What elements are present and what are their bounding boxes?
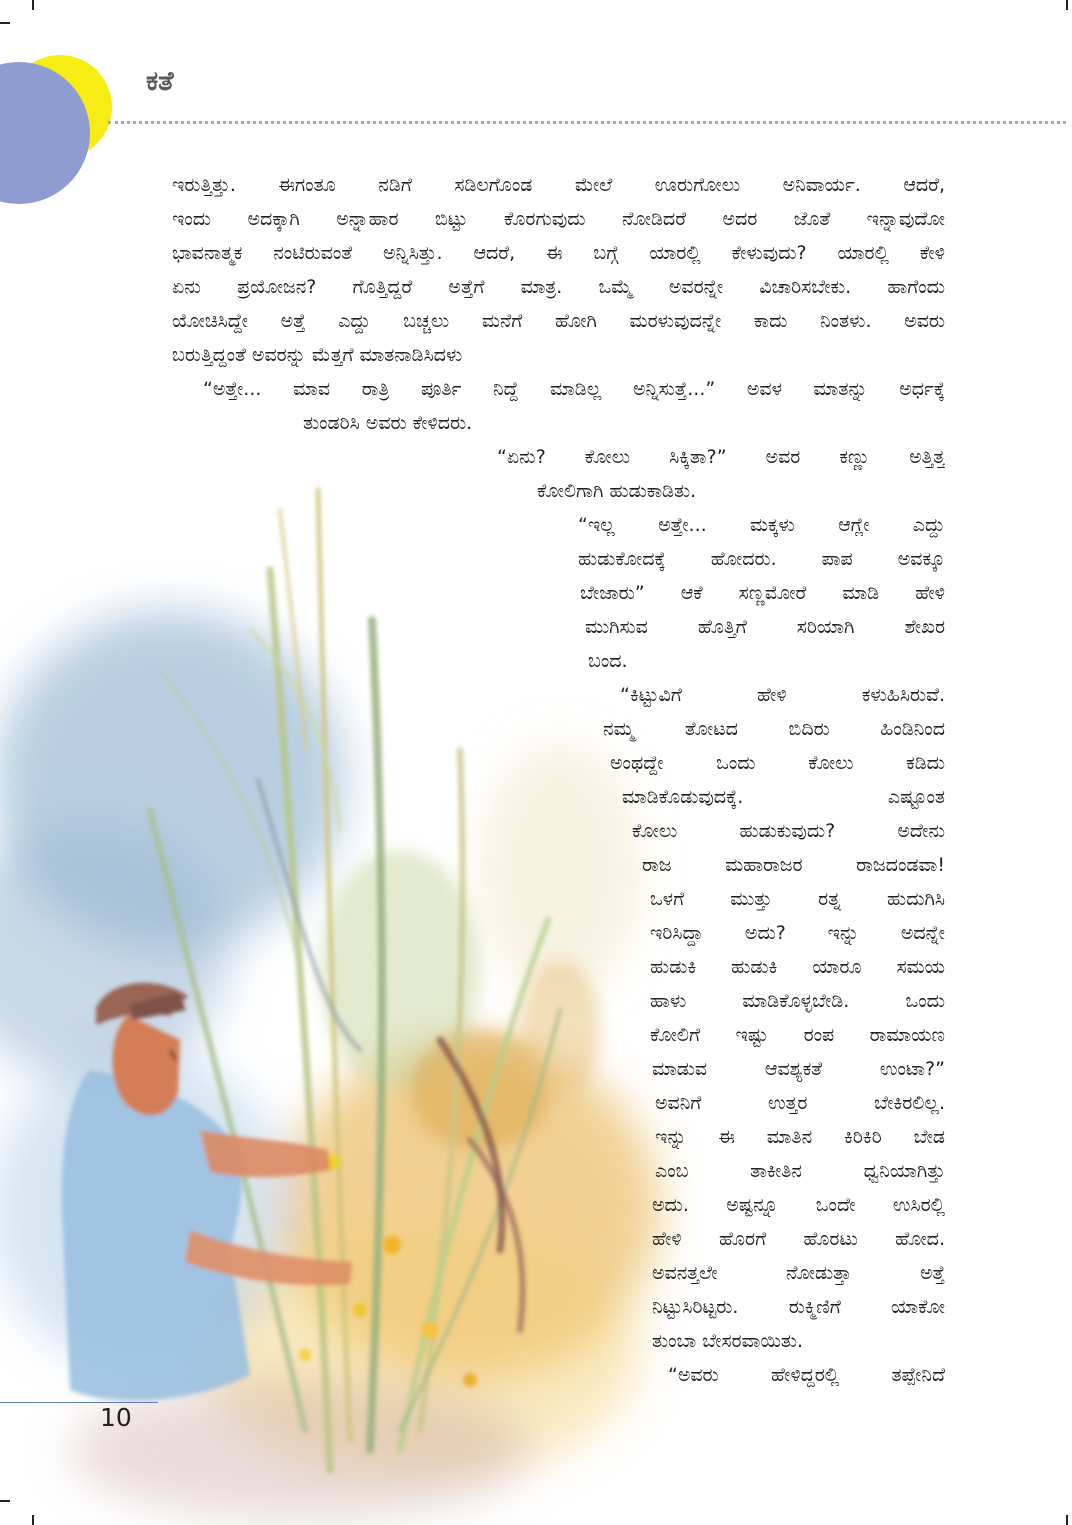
- story-line: ಬರುತ್ತಿದ್ದಂತೆ ಅವರನ್ನು ಮೆತ್ತಗೆ ಮಾತನಾಡಿಸಿದಳು: [172, 344, 463, 366]
- story-line: ಮಾಡಿಕೊಡುವುದಕ್ಕೆ. ಎಷ್ಟೂಂತ: [622, 786, 945, 808]
- story-line: ಹುಡುಕೋದಕ್ಕೆ ಹೋದರು. ಪಾಪ ಅವಕ್ಕೂ: [578, 548, 945, 570]
- story-line: ಭಾವನಾತ್ಮಕ ನಂಟಿರುವಂತೆ ಅನ್ನಿಸಿತ್ತು. ಆದರೆ, ಈ ಬಗ್ಗೆ ಯಾರಲ್ಲಿ ಕೇಳುವುದು? ಯಾರಲ್ಲಿ ಕೇಳಿ: [172, 242, 945, 264]
- story-line: “ಅತ್ತೇ... ಮಾವ ರಾತ್ರಿ ಪೂರ್ತಿ ನಿದ್ದೆ ಮಾಡಿಲ್ಲ ಅನ್ನಿಸುತ್ತೆ...” ಅವಳ ಮಾತನ್ನು ಅರ್ಧಕ್ಕೆ: [203, 378, 945, 400]
- page-number: 10: [100, 1403, 132, 1432]
- story-line: ಕೋಲಿಗೆ ಇಷ್ಟು ರಂಪ ರಾಮಾಯಣ: [650, 1024, 945, 1046]
- story-line: ಮುಗಿಸುವ ಹೊತ್ತಿಗೆ ಸರಿಯಾಗಿ ಶೇಖರ: [585, 616, 945, 638]
- story-line: “ಏನು? ಕೋಲು ಸಿಕ್ಕಿತಾ?” ಅವರ ಕಣ್ಣು ಅತ್ತಿತ್ತ: [497, 446, 945, 468]
- story-line: ಇರಿಸಿದ್ದಾ ಅದು? ಇನ್ನು ಅದನ್ನೇ: [650, 922, 945, 944]
- story-line: ಅಂಥದ್ದೇ ಒಂದು ಕೋಲು ಕಡಿದು: [610, 752, 945, 774]
- story-line: “ಅವರು ಹೇಳಿದ್ದರಲ್ಲಿ ತಪ್ಪೇನಿದೆ: [668, 1364, 945, 1386]
- story-line: ಬಂದ.: [588, 650, 628, 672]
- crop-mark: [1066, 1515, 1068, 1525]
- story-line: ಇಂದು ಅದಕ್ಕಾಗಿ ಅನ್ನಾಹಾರ ಬಿಟ್ಟು ಕೊರಗುವುದು ನೋಡಿದರೆ ಅದರ ಜೊತೆ ಇನ್ನಾವುದೋ: [172, 208, 945, 230]
- story-line: ಕೋಲು ಹುಡುಕುವುದು? ಅದೇನು: [632, 820, 945, 842]
- crop-mark: [32, 0, 34, 10]
- story-line: ಹೇಳಿ ಹೊರಗೆ ಹೊರಟು ಹೋದ.: [652, 1228, 945, 1250]
- header-dotted-rule: [108, 121, 1066, 124]
- story-line: ಇರುತ್ತಿತ್ತು. ಈಗಂತೂ ನಡಿಗೆ ಸಡಿಲಗೊಂಡ ಮೇಲೆ ಊರುಗೋಲು ಅನಿವಾರ್ಯ. ಆದರೆ,: [172, 174, 945, 196]
- crop-mark: [1066, 0, 1068, 10]
- footer-rule: [0, 1402, 158, 1403]
- story-line: ಒಳಗೆ ಮುತ್ತು ರತ್ನ ಹುದುಗಿಸಿ: [650, 888, 945, 910]
- story-line: ಏನು ಪ್ರಯೋಜನ? ಗೊತ್ತಿದ್ದರೆ ಅತ್ತೆಗೆ ಮಾತ್ರ. ಒಮ್ಮೆ ಅವರನ್ನೇ ವಿಚಾರಿಸಬೇಕು. ಹಾಗೆಂದು: [172, 276, 945, 298]
- story-line: ಬೇಜಾರು” ಆಕೆ ಸಣ್ಣಮೋರೆ ಮಾಡಿ ಹೇಳಿ: [580, 582, 945, 604]
- story-line: ನಮ್ಮ ತೋಟದ ಬಿದಿರು ಹಿಂಡಿನಿಂದ: [603, 718, 945, 740]
- story-line: ಎಂಬ ತಾಕೀತಿನ ಧ್ವನಿಯಾಗಿತ್ತು: [655, 1160, 945, 1182]
- story-line: ಮಾಡುವ ಆವಶ್ಯಕತೆ ಉಂಟಾ?”: [652, 1058, 945, 1080]
- story-line: ಕೋಲಿಗಾಗಿ ಹುಡುಕಾಡಿತು.: [537, 480, 697, 502]
- story-line: ಅದು. ಅಷ್ಟನ್ನೂ ಒಂದೇ ಉಸಿರಲ್ಲಿ: [652, 1194, 945, 1216]
- story-line: ತುಂಡರಿಸಿ ಅವರು ಕೇಳಿದರು.: [303, 412, 473, 434]
- story-line: ಹಾಳು ಮಾಡಿಕೊಳ್ಳಬೇಡಿ. ಒಂದು: [650, 990, 945, 1012]
- story-line: ಅವನಿಗೆ ಉತ್ತರ ಬೇಕಿರಲಿಲ್ಲ.: [655, 1092, 945, 1114]
- section-title: ಕತೆ: [146, 66, 174, 97]
- story-line: ನಿಟ್ಟುಸಿರಿಟ್ಟರು. ರುಕ್ಮಿಣಿಗೆ ಯಾಕೋ: [652, 1296, 945, 1318]
- story-line: ಯೋಚಿಸಿದ್ದೇ ಅತ್ತೆ ಎದ್ದು ಬಚ್ಚಲು ಮನೆಗೆ ಹೋಗಿ ಮರಳುವುದನ್ನೇ ಕಾದು ನಿಂತಳು. ಅವರು: [172, 310, 945, 332]
- story-line: ಹುಡುಕಿ ಹುಡುಕಿ ಯಾರೂ ಸಮಯ: [650, 956, 945, 978]
- story-line: ಅವನತ್ತಲೇ ನೋಡುತ್ತಾ ಅತ್ತೆ: [652, 1262, 945, 1284]
- story-line: “ಕಿಟ್ಟುವಿಗೆ ಹೇಳಿ ಕಳುಹಿಸಿರುವೆ.: [620, 684, 945, 706]
- story-line: ತುಂಬಾ ಬೇಸರವಾಯಿತು.: [652, 1330, 804, 1352]
- story-line: “ಇಲ್ಲ ಅತ್ತೇ... ಮಕ್ಕಳು ಆಗ್ಲೇ ಎದ್ದು: [578, 514, 945, 536]
- story-line: ಇನ್ನು ಈ ಮಾತಿನ ಕಿರಿಕಿರಿ ಬೇಡ: [655, 1126, 945, 1148]
- crop-mark: [0, 22, 10, 24]
- story-line: ರಾಜ ಮಹಾರಾಜರ ರಾಜದಂಡವಾ!: [642, 854, 945, 876]
